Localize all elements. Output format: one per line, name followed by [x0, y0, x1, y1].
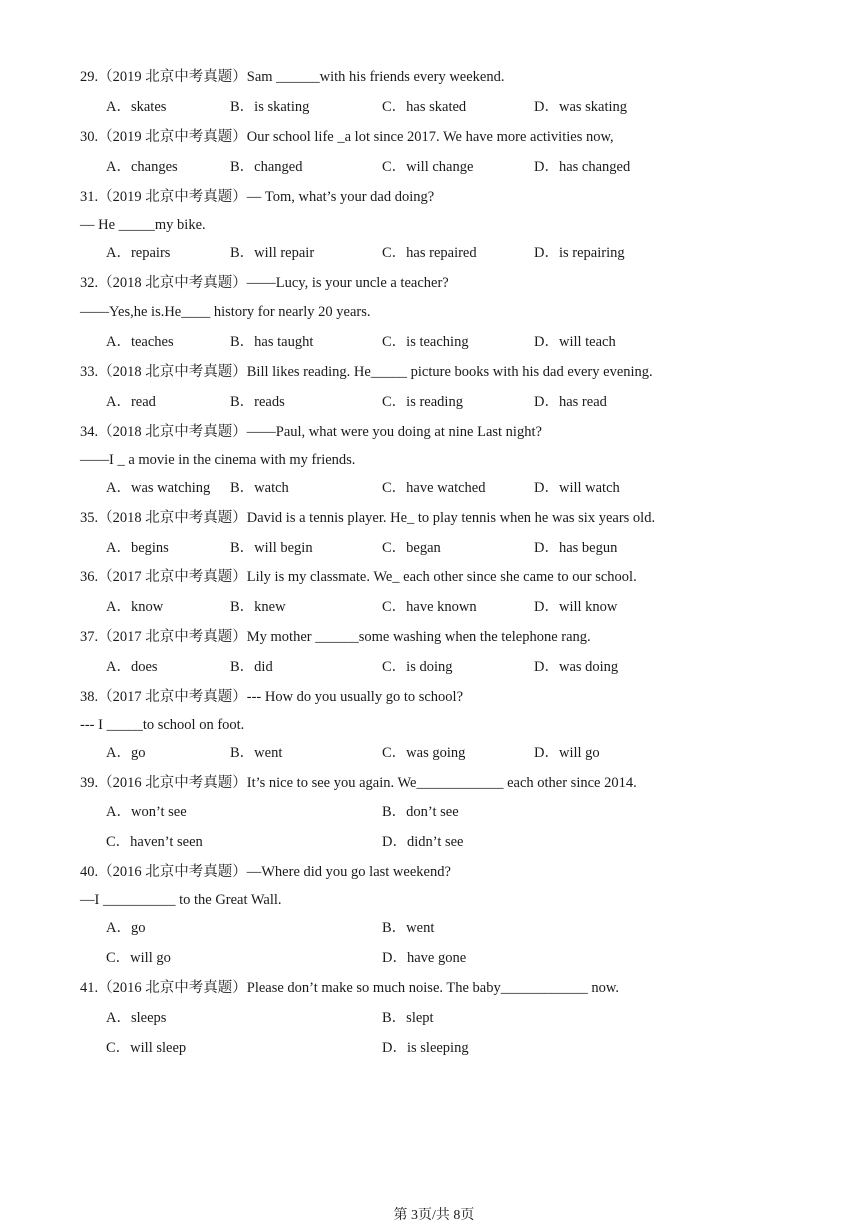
question-38-response: --- I _____to school on foot. [80, 717, 245, 733]
question-40-response: —I __________ to the Great Wall. [80, 892, 282, 908]
options-34 [106, 479, 846, 497]
options-29 [106, 98, 846, 116]
question-30: 30.（2019 北京中考真题）Our school life _a lot since 2017. We have more activities now, [80, 129, 614, 145]
options-36 [106, 598, 846, 616]
option-d: D．have gone [382, 950, 467, 966]
option-b: B．did [230, 659, 273, 675]
option-a: A．won’t see [106, 804, 187, 820]
option-c: C．have known [382, 599, 477, 615]
option-b: B．slept [382, 1010, 434, 1026]
question-29: 29.（2019 北京中考真题）Sam ______with his friends every weekend. [80, 69, 505, 85]
option-b: B．has taught [230, 334, 314, 350]
question-33: 33.（2018 北京中考真题）Bill likes reading. He_____ picture books with his dad every evening. [80, 364, 653, 380]
options-39-row-2 [106, 833, 846, 851]
options-37 [106, 658, 846, 676]
question-34: 34.（2018 北京中考真题）——Paul, what were you doing at nine Last night? [80, 424, 542, 440]
option-a: A．repairs [106, 245, 171, 261]
option-b: B．don’t see [382, 804, 459, 820]
options-33 [106, 393, 846, 411]
option-a: A．go [106, 745, 146, 761]
option-b: B．knew [230, 599, 286, 615]
option-d: D．is repairing [534, 245, 625, 261]
option-d: D．will go [534, 745, 600, 761]
option-c: C．is reading [382, 394, 463, 410]
options-41-row-1 [106, 1009, 846, 1027]
option-d: D．has changed [534, 159, 631, 175]
option-d: D．will teach [534, 334, 616, 350]
question-39: 39.（2016 北京中考真题）It’s nice to see you again. We____________ each other since 2014. [80, 775, 637, 791]
option-a: A．sleeps [106, 1010, 167, 1026]
question-34-response: ——I _ a movie in the cinema with my friends. [80, 452, 356, 468]
options-40-row-1 [106, 919, 846, 937]
option-b: B．reads [230, 394, 285, 410]
options-31 [106, 244, 846, 262]
option-a: A．was watching [106, 480, 211, 496]
question-41: 41.（2016 北京中考真题）Please don’t make so much noise. The baby____________ now. [80, 980, 619, 996]
option-b: B．changed [230, 159, 303, 175]
question-36: 36.（2017 北京中考真题）Lily is my classmate. We_ each other since she came to our school. [80, 569, 637, 585]
option-c: C．haven’t seen [106, 834, 203, 850]
question-37: 37.（2017 北京中考真题）My mother ______some washing when the telephone rang. [80, 629, 591, 645]
option-c: C．has skated [382, 99, 467, 115]
option-c: C．will sleep [106, 1040, 187, 1056]
option-d: D．will know [534, 599, 618, 615]
options-39-row-1 [106, 803, 846, 821]
option-d: D．will watch [534, 480, 620, 496]
option-d: D．didn’t see [382, 834, 464, 850]
question-35: 35.（2018 北京中考真题）David is a tennis player. He_ to play tennis when he was six years old. [80, 510, 656, 526]
options-40-row-2 [106, 949, 846, 967]
option-c: C．began [382, 540, 441, 556]
option-d: D．was doing [534, 659, 619, 675]
question-38: 38.（2017 北京中考真题）--- How do you usually go to school? [80, 689, 464, 705]
options-38 [106, 744, 846, 762]
option-d: D．has read [534, 394, 607, 410]
question-31-response: — He _____my bike. [80, 217, 206, 233]
option-b: B．is skating [230, 99, 310, 115]
option-c: C．have watched [382, 480, 486, 496]
option-b: B．went [230, 745, 283, 761]
option-a: A．know [106, 599, 164, 615]
option-c: C．is teaching [382, 334, 469, 350]
option-a: A．read [106, 394, 156, 410]
option-b: B．will begin [230, 540, 313, 556]
option-a: A．changes [106, 159, 178, 175]
option-c: C．will go [106, 950, 171, 966]
option-a: A．go [106, 920, 146, 936]
page-number-footer: 第 3页/共 8页 [393, 1208, 475, 1223]
option-b: B．watch [230, 480, 289, 496]
question-32: 32.（2018 北京中考真题）——Lucy, is your uncle a teacher? [80, 275, 449, 291]
options-41-row-2 [106, 1039, 846, 1057]
option-c: C．will change [382, 159, 474, 175]
question-32-response: ——Yes,he is.He____ history for nearly 20 years. [80, 304, 371, 320]
option-b: B．went [382, 920, 435, 936]
options-30 [106, 158, 846, 176]
options-32 [106, 333, 846, 351]
option-d: D．has begun [534, 540, 618, 556]
option-d: D．is sleeping [382, 1040, 469, 1056]
option-b: B．will repair [230, 245, 315, 261]
question-40: 40.（2016 北京中考真题）—Where did you go last weekend? [80, 864, 451, 880]
option-a: A．begins [106, 540, 169, 556]
options-35 [106, 539, 846, 557]
option-a: A．skates [106, 99, 167, 115]
option-c: C．has repaired [382, 245, 477, 261]
option-d: D．was skating [534, 99, 628, 115]
question-31: 31.（2019 北京中考真题）— Tom, what’s your dad doing? [80, 189, 435, 205]
option-a: A．teaches [106, 334, 174, 350]
option-c: C．was going [382, 745, 466, 761]
option-c: C．is doing [382, 659, 453, 675]
option-a: A．does [106, 659, 158, 675]
